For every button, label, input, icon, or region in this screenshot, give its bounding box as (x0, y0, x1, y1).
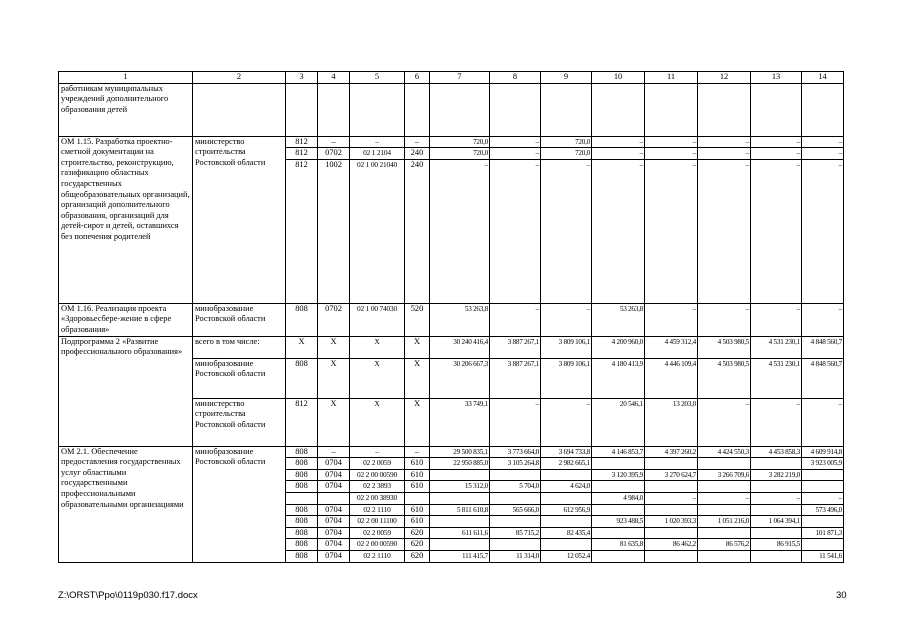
empty-cell (698, 83, 751, 136)
value-cell-col-12 (698, 481, 751, 493)
empty-cell (318, 83, 350, 136)
om116-executor: минобразование Ростовской области (193, 303, 286, 336)
value-cell-col-11: 1 020 393,3 (645, 516, 698, 528)
value-cell-col-5: X (350, 358, 405, 398)
value-cell-col-5: X (350, 336, 405, 358)
header-col-12: 12 (698, 72, 751, 84)
header-col-4: 4 (318, 72, 350, 84)
value-cell-col-8 (490, 492, 541, 504)
value-cell-col-5: 02 2 1110 (350, 504, 405, 516)
value-cell-col-3: 808 (286, 516, 318, 528)
value-cell-col-6: 620 (405, 527, 430, 539)
value-cell-col-3: 808 (286, 303, 318, 336)
value-cell-col-13: – (751, 159, 802, 303)
value-cell-col-6: 610 (405, 516, 430, 528)
value-cell-col-9: 3 809 106,1 (541, 358, 592, 398)
value-cell-col-13: – (751, 398, 802, 446)
value-cell-col-3: 808 (286, 358, 318, 398)
value-cell-col-12: – (698, 148, 751, 160)
value-cell-col-11: – (645, 159, 698, 303)
value-cell-col-10: 4 146 853,7 (592, 446, 645, 458)
value-cell-col-9: 2 982 665,1 (541, 458, 592, 470)
value-cell-col-3: X (286, 336, 318, 358)
value-cell-col-7: – (430, 159, 490, 303)
value-cell-col-8: – (490, 398, 541, 446)
value-cell-col-9: – (541, 303, 592, 336)
value-cell-col-8 (490, 516, 541, 528)
value-cell-col-5: 02 1 00 21040 (350, 159, 405, 303)
value-cell-col-3 (286, 492, 318, 504)
value-cell-col-4: 0704 (318, 550, 350, 562)
om115-label: ОМ 1.15. Разработка проектно-сметной документации на строительство, реконструкцию, газификацию областных государственных общеобразовательных организаций, организаций дополнительного образования, организаций для детей-сирот и детей, оставшихся без попечения родителей (59, 136, 193, 303)
value-cell-col-12 (698, 527, 751, 539)
value-cell-col-8: 3 773 664,0 (490, 446, 541, 458)
header-col-1: 1 (59, 72, 193, 84)
value-cell-col-9 (541, 516, 592, 528)
value-cell-col-14: – (802, 303, 844, 336)
value-cell-col-4: 1002 (318, 159, 350, 303)
value-cell-col-10: 20 546,1 (592, 398, 645, 446)
value-cell-col-14 (802, 539, 844, 551)
value-cell-col-14: 4 848 560,7 (802, 358, 844, 398)
value-cell-col-3: 808 (286, 550, 318, 562)
value-cell-col-5: 02 2 0059 (350, 458, 405, 470)
value-cell-col-5: 02 2 0059 (350, 527, 405, 539)
sub2-executor: всего в том числе: (193, 336, 286, 358)
value-cell-col-14: – (802, 398, 844, 446)
header-col-14: 14 (802, 72, 844, 84)
value-cell-col-5: – (350, 446, 405, 458)
value-cell-col-10: 3 120 395,9 (592, 469, 645, 481)
value-cell-col-8 (490, 539, 541, 551)
value-cell-col-12: – (698, 159, 751, 303)
value-cell-col-4: 0704 (318, 458, 350, 470)
value-cell-col-4 (318, 492, 350, 504)
value-cell-col-5: – (350, 136, 405, 148)
empty-cell (802, 83, 844, 136)
value-cell-col-14: – (802, 159, 844, 303)
value-cell-col-14: – (802, 148, 844, 160)
value-cell-col-8: 565 666,0 (490, 504, 541, 516)
value-cell-col-6: 240 (405, 159, 430, 303)
value-cell-col-10: – (592, 159, 645, 303)
value-cell-col-12: 3 266 709,6 (698, 469, 751, 481)
value-cell-col-10: 4 984,0 (592, 492, 645, 504)
value-cell-col-9: – (541, 398, 592, 446)
value-cell-col-11: 4 446 109,4 (645, 358, 698, 398)
value-cell-col-10: – (592, 136, 645, 148)
empty-cell (751, 83, 802, 136)
value-cell-col-14: 4 848 560,7 (802, 336, 844, 358)
value-cell-col-4: X (318, 358, 350, 398)
value-cell-col-4: 0704 (318, 516, 350, 528)
value-cell-col-13 (751, 458, 802, 470)
value-cell-col-6: 610 (405, 481, 430, 493)
value-cell-col-11 (645, 481, 698, 493)
value-cell-col-13 (751, 550, 802, 562)
value-cell-col-8: 3 105 264,8 (490, 458, 541, 470)
value-cell-col-4: 0702 (318, 303, 350, 336)
value-cell-col-5: 02 2 00 11100 (350, 516, 405, 528)
om21-row (59, 446, 844, 458)
value-cell-col-8 (490, 469, 541, 481)
value-cell-col-10: 4 200 960,0 (592, 336, 645, 358)
header-col-8: 8 (490, 72, 541, 84)
value-cell-col-9: 4 624,0 (541, 481, 592, 493)
header-col-13: 13 (751, 72, 802, 84)
value-cell-col-7 (430, 539, 490, 551)
value-cell-col-6: 520 (405, 303, 430, 336)
value-cell-col-12: – (698, 492, 751, 504)
empty-cell (541, 83, 592, 136)
header-col-10: 10 (592, 72, 645, 84)
value-cell-col-14: – (802, 136, 844, 148)
value-cell-col-5: X (350, 398, 405, 446)
value-cell-col-3: 808 (286, 481, 318, 493)
value-cell-col-13: – (751, 303, 802, 336)
empty-cell (405, 83, 430, 136)
value-cell-col-7: 720,0 (430, 148, 490, 160)
value-cell-col-9: 3 809 106,1 (541, 336, 592, 358)
value-cell-col-7 (430, 469, 490, 481)
value-cell-col-9: 612 956,9 (541, 504, 592, 516)
value-cell-col-6 (405, 492, 430, 504)
empty-cell (286, 83, 318, 136)
table-header-row (59, 72, 844, 84)
value-cell-col-7: 611 611,6 (430, 527, 490, 539)
sub2-executor: минобразование Ростовской области (193, 358, 286, 398)
value-cell-col-9: 720,0 (541, 136, 592, 148)
budget-table (58, 71, 844, 563)
value-cell-col-14: – (802, 492, 844, 504)
footer-file-path: Z:\ORST\Ppo\0119p030.f17.docx (58, 590, 198, 601)
value-cell-col-12 (698, 458, 751, 470)
value-cell-col-13: 1 064 394,1 (751, 516, 802, 528)
om116-row (59, 303, 844, 336)
value-cell-col-13: 86 915,5 (751, 539, 802, 551)
value-cell-col-10 (592, 550, 645, 562)
value-cell-col-6: 610 (405, 458, 430, 470)
value-cell-col-13 (751, 527, 802, 539)
om116-label: ОМ 1.16. Реализация проекта «Здоровьесбере-жение в сфере образования» (59, 303, 193, 336)
value-cell-col-3: 808 (286, 527, 318, 539)
table-row-continuation (59, 83, 844, 136)
value-cell-col-7: 30 206 667,3 (430, 358, 490, 398)
value-cell-col-8: 3 887 267,1 (490, 358, 541, 398)
value-cell-col-13: 4 531 230,1 (751, 358, 802, 398)
header-col-9: 9 (541, 72, 592, 84)
value-cell-col-11 (645, 527, 698, 539)
value-cell-col-13: – (751, 492, 802, 504)
value-cell-col-10: 81 635,8 (592, 539, 645, 551)
value-cell-col-11: 4 397 260,2 (645, 446, 698, 458)
empty-cell (645, 83, 698, 136)
value-cell-col-13: 3 282 219,0 (751, 469, 802, 481)
value-cell-col-13 (751, 481, 802, 493)
value-cell-col-11: 3 270 624,7 (645, 469, 698, 481)
value-cell-col-4: 0702 (318, 148, 350, 160)
value-cell-col-4: 0704 (318, 504, 350, 516)
budget-table-sheet (58, 71, 844, 563)
value-cell-col-5: 02 1 2104 (350, 148, 405, 160)
value-cell-col-9 (541, 469, 592, 481)
header-col-5: 5 (350, 72, 405, 84)
value-cell-col-9 (541, 539, 592, 551)
value-cell-col-4: – (318, 136, 350, 148)
value-cell-col-14 (802, 469, 844, 481)
value-cell-col-13: – (751, 148, 802, 160)
value-cell-col-7: 111 415,7 (430, 550, 490, 562)
value-cell-col-6: X (405, 336, 430, 358)
value-cell-col-9: 720,0 (541, 148, 592, 160)
value-cell-col-3: 812 (286, 159, 318, 303)
value-cell-col-11: 13 203,0 (645, 398, 698, 446)
sub2-executor: министерство строительства Ростовской области (193, 398, 286, 446)
value-cell-col-8: – (490, 148, 541, 160)
value-cell-col-9: 82 435,4 (541, 527, 592, 539)
value-cell-col-6: – (405, 446, 430, 458)
empty-cell (193, 83, 286, 136)
header-col-3: 3 (286, 72, 318, 84)
sub2-label: Подпрограмма 2 «Развитие профессионального образования» (59, 336, 193, 446)
footer-page-number: 30 (836, 590, 847, 601)
value-cell-col-14: 3 923 005,9 (802, 458, 844, 470)
value-cell-col-7: 5 811 610,8 (430, 504, 490, 516)
value-cell-col-6: 610 (405, 504, 430, 516)
value-cell-col-6: X (405, 358, 430, 398)
value-cell-col-3: 808 (286, 446, 318, 458)
value-cell-col-14 (802, 481, 844, 493)
value-cell-col-8: – (490, 159, 541, 303)
value-cell-col-12: 86 576,2 (698, 539, 751, 551)
value-cell-col-5: 02 2 00 00590 (350, 539, 405, 551)
value-cell-col-8: – (490, 303, 541, 336)
value-cell-col-14: 11 541,6 (802, 550, 844, 562)
value-cell-col-4: – (318, 446, 350, 458)
value-cell-col-7: 720,0 (430, 136, 490, 148)
value-cell-col-3: 812 (286, 148, 318, 160)
value-cell-col-11 (645, 504, 698, 516)
value-cell-col-12: 4 424 550,3 (698, 446, 751, 458)
value-cell-col-3: 812 (286, 398, 318, 446)
value-cell-col-11 (645, 550, 698, 562)
value-cell-col-11 (645, 458, 698, 470)
value-cell-col-7 (430, 492, 490, 504)
value-cell-col-9: 12 052,4 (541, 550, 592, 562)
value-cell-col-3: 808 (286, 539, 318, 551)
value-cell-col-8: 85 715,2 (490, 527, 541, 539)
value-cell-col-13: – (751, 136, 802, 148)
value-cell-col-4: 0704 (318, 481, 350, 493)
value-cell-col-9 (541, 492, 592, 504)
value-cell-col-12: 4 503 980,5 (698, 336, 751, 358)
value-cell-col-5: 02 2 00 38930 (350, 492, 405, 504)
empty-cell (592, 83, 645, 136)
value-cell-col-6: X (405, 398, 430, 446)
value-cell-col-5: 02 2 3893 (350, 481, 405, 493)
header-col-7: 7 (430, 72, 490, 84)
value-cell-col-4: X (318, 398, 350, 446)
value-cell-col-6: 620 (405, 539, 430, 551)
value-cell-col-3: 808 (286, 504, 318, 516)
value-cell-col-7: 30 240 416,4 (430, 336, 490, 358)
value-cell-col-10: 4 180 413,9 (592, 358, 645, 398)
empty-cell (430, 83, 490, 136)
value-cell-col-12 (698, 550, 751, 562)
om21-executor: минобразование Ростовской области (193, 446, 286, 562)
value-cell-col-12 (698, 504, 751, 516)
value-cell-col-10 (592, 527, 645, 539)
value-cell-col-9: – (541, 159, 592, 303)
value-cell-col-12: 1 051 216,0 (698, 516, 751, 528)
om115-row (59, 136, 844, 148)
value-cell-col-10 (592, 504, 645, 516)
value-cell-col-8: – (490, 136, 541, 148)
value-cell-col-14: 573 496,0 (802, 504, 844, 516)
value-cell-col-7: 33 749,1 (430, 398, 490, 446)
value-cell-col-4: 0704 (318, 527, 350, 539)
value-cell-col-3: 812 (286, 136, 318, 148)
value-cell-col-11: 4 459 312,4 (645, 336, 698, 358)
header-col-6: 6 (405, 72, 430, 84)
value-cell-col-12: 4 503 980,5 (698, 358, 751, 398)
value-cell-col-7: 53 263,8 (430, 303, 490, 336)
value-cell-col-11: – (645, 303, 698, 336)
value-cell-col-10 (592, 481, 645, 493)
value-cell-col-14: 4 609 914,8 (802, 446, 844, 458)
value-cell-col-11: – (645, 148, 698, 160)
value-cell-col-11: – (645, 136, 698, 148)
value-cell-col-6: – (405, 136, 430, 148)
value-cell-col-13 (751, 504, 802, 516)
row-label: работникам муниципальных учреждений дополнительного образования детей (59, 83, 193, 136)
value-cell-col-12: – (698, 398, 751, 446)
value-cell-col-12: – (698, 303, 751, 336)
value-cell-col-8: 3 887 267,1 (490, 336, 541, 358)
sub2-row (59, 336, 844, 358)
value-cell-col-3: 808 (286, 458, 318, 470)
value-cell-col-12: – (698, 136, 751, 148)
value-cell-col-5: 02 2 1110 (350, 550, 405, 562)
om115-executor: министерство строительства Ростовской области (193, 136, 286, 303)
value-cell-col-4: X (318, 336, 350, 358)
header-col-11: 11 (645, 72, 698, 84)
value-cell-col-9: 3 694 733,8 (541, 446, 592, 458)
value-cell-col-5: 02 2 00 00590 (350, 469, 405, 481)
value-cell-col-10: 923 488,5 (592, 516, 645, 528)
value-cell-col-8: 5 704,0 (490, 481, 541, 493)
value-cell-col-6: 240 (405, 148, 430, 160)
value-cell-col-14 (802, 516, 844, 528)
value-cell-col-11: – (645, 492, 698, 504)
value-cell-col-7: 15 312,0 (430, 481, 490, 493)
value-cell-col-6: 620 (405, 550, 430, 562)
value-cell-col-7 (430, 516, 490, 528)
value-cell-col-7: 29 500 835,1 (430, 446, 490, 458)
value-cell-col-6: 610 (405, 469, 430, 481)
om21-label: ОМ 2.1. Обеспечение предоставления государственных услуг областными государственными профессиональными образовательными организациями (59, 446, 193, 562)
value-cell-col-13: 4 453 858,3 (751, 446, 802, 458)
value-cell-col-10 (592, 458, 645, 470)
empty-cell (490, 83, 541, 136)
value-cell-col-10: – (592, 148, 645, 160)
value-cell-col-7: 22 950 885,0 (430, 458, 490, 470)
empty-cell (350, 83, 405, 136)
value-cell-col-5: 02 1 00 74030 (350, 303, 405, 336)
value-cell-col-11: 86 462,2 (645, 539, 698, 551)
header-col-2: 2 (193, 72, 286, 84)
value-cell-col-14: 101 871,3 (802, 527, 844, 539)
value-cell-col-13: 4 531 230,1 (751, 336, 802, 358)
value-cell-col-8: 11 314,0 (490, 550, 541, 562)
value-cell-col-3: 808 (286, 469, 318, 481)
value-cell-col-4: 0704 (318, 469, 350, 481)
value-cell-col-4: 0704 (318, 539, 350, 551)
value-cell-col-10: 53 263,8 (592, 303, 645, 336)
